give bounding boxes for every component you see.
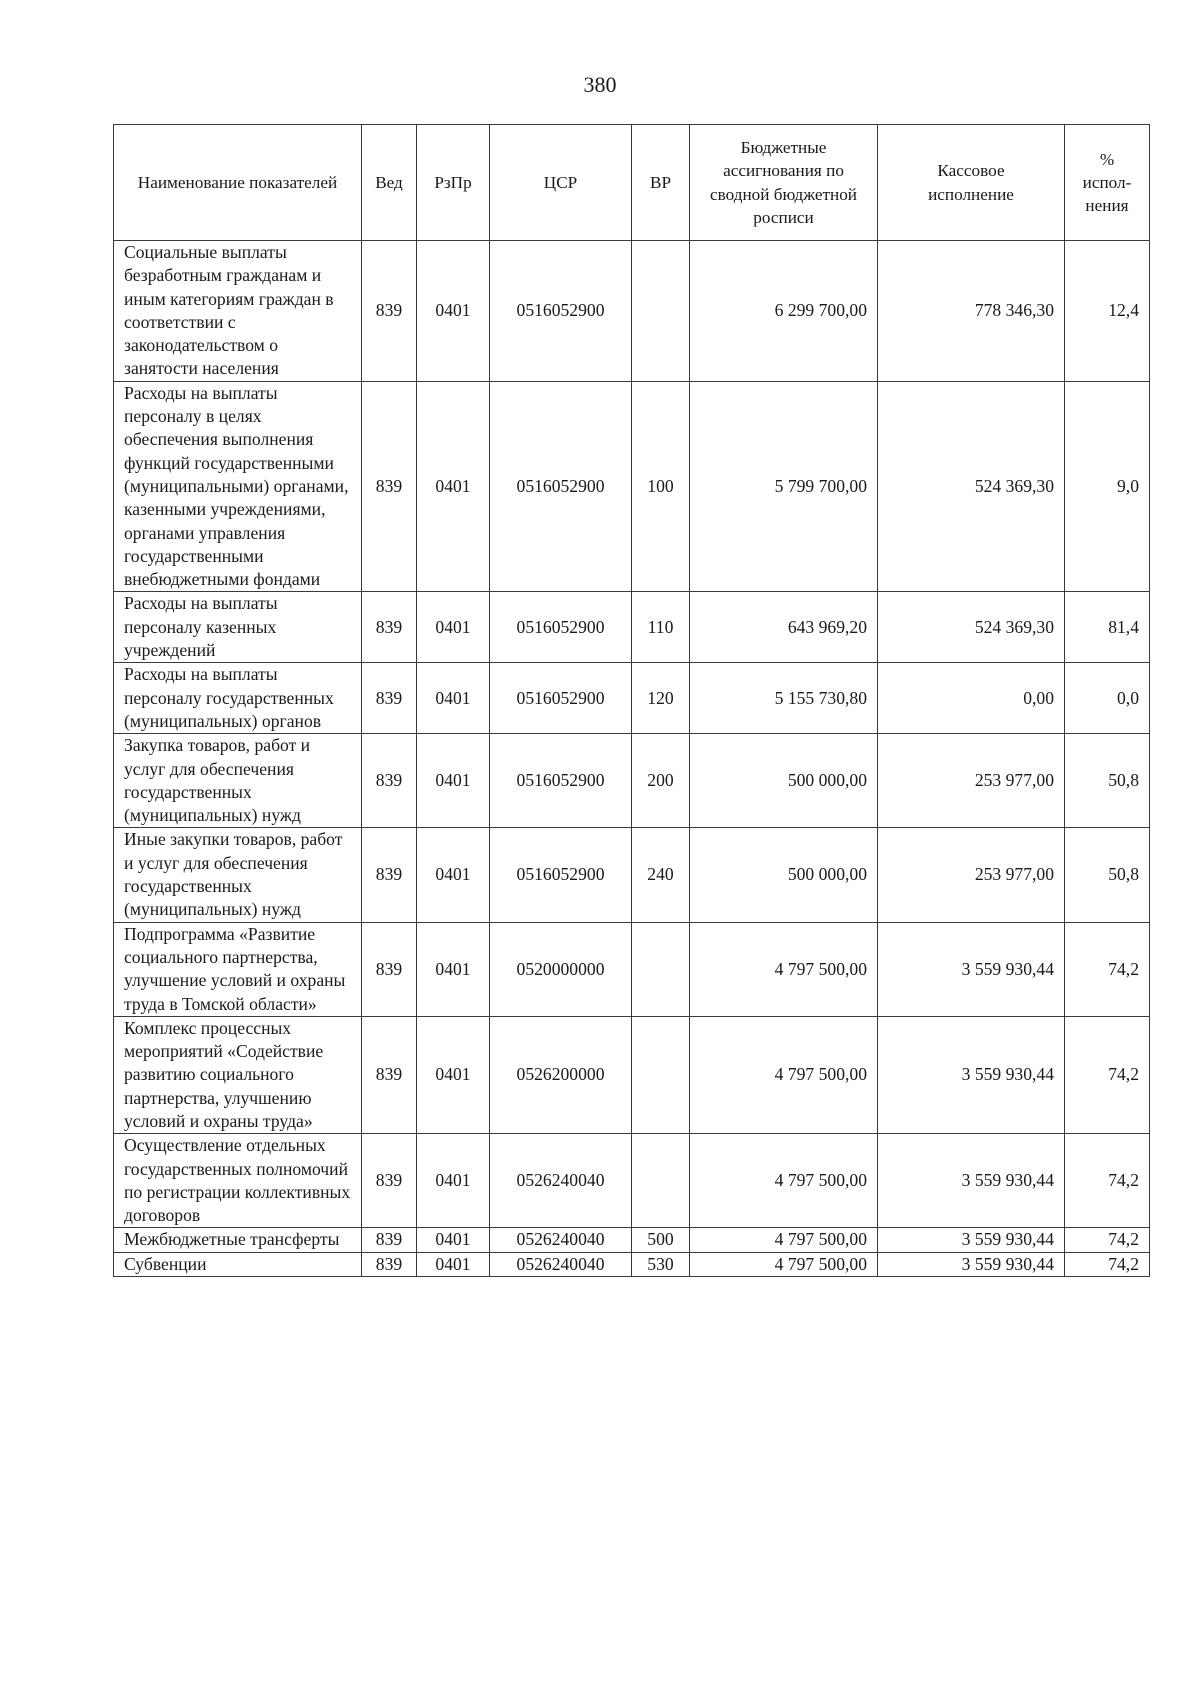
cell-csr: 0516052900: [490, 828, 632, 922]
cell-name: Субвенции: [114, 1252, 362, 1276]
cell-cash-execution: 3 559 930,44: [878, 1016, 1065, 1133]
cell-csr: 0526240040: [490, 1134, 632, 1228]
cell-cash-execution: 3 559 930,44: [878, 1228, 1065, 1252]
page-number: 380: [583, 72, 617, 97]
cell-ved: 839: [362, 1016, 417, 1133]
table-row: [114, 592, 1150, 663]
cell-assignments: 500 000,00: [690, 734, 878, 828]
cell-vr: 500: [632, 1228, 690, 1252]
cell-ved: 839: [362, 1252, 417, 1276]
cell-assignments: 5 155 730,80: [690, 663, 878, 734]
header-ved: Вед: [362, 125, 417, 241]
cell-assignments: 643 969,20: [690, 592, 878, 663]
cell-assignments: 4 797 500,00: [690, 1252, 878, 1276]
cell-name: Осуществление отдельных государственных полномочий по регистрации коллективных договоров: [114, 1134, 362, 1228]
cell-percent-execution: 74,2: [1065, 1252, 1150, 1276]
cell-name: Иные закупки товаров, работ и услуг для обеспечения государственных (муниципальных) нужд: [114, 828, 362, 922]
cell-assignments: 4 797 500,00: [690, 1134, 878, 1228]
cell-percent-execution: 50,8: [1065, 734, 1150, 828]
cell-percent-execution: 9,0: [1065, 381, 1150, 592]
header-assignments: Бюджетные ассигнования по сводной бюджетной росписи: [690, 125, 878, 241]
cell-rzpr: 0401: [417, 922, 490, 1016]
header-percent-execution: % испол-нения: [1065, 125, 1150, 241]
header-vr: ВР: [632, 125, 690, 241]
table-row: [114, 241, 1150, 382]
cell-rzpr: 0401: [417, 592, 490, 663]
cell-name: Расходы на выплаты персоналу государственных (муниципальных) органов: [114, 663, 362, 734]
cell-percent-execution: 50,8: [1065, 828, 1150, 922]
table-row: [114, 828, 1150, 922]
table-header-row: [114, 125, 1150, 241]
cell-cash-execution: 524 369,30: [878, 592, 1065, 663]
cell-name: Подпрограмма «Развитие социального партнерства, улучшение условий и охраны труда в Томской области»: [114, 922, 362, 1016]
cell-name: Закупка товаров, работ и услуг для обеспечения государственных (муниципальных) нужд: [114, 734, 362, 828]
cell-rzpr: 0401: [417, 381, 490, 592]
cell-rzpr: 0401: [417, 1228, 490, 1252]
cell-ved: 839: [362, 734, 417, 828]
cell-cash-execution: 3 559 930,44: [878, 1134, 1065, 1228]
cell-ved: 839: [362, 241, 417, 382]
cell-csr: 0516052900: [490, 241, 632, 382]
cell-assignments: 4 797 500,00: [690, 1016, 878, 1133]
table-body: [114, 241, 1150, 1277]
cell-rzpr: 0401: [417, 1134, 490, 1228]
cell-percent-execution: 12,4: [1065, 241, 1150, 382]
cell-percent-execution: 74,2: [1065, 1228, 1150, 1252]
table-row: [114, 734, 1150, 828]
cell-assignments: 500 000,00: [690, 828, 878, 922]
cell-percent-execution: 81,4: [1065, 592, 1150, 663]
cell-ved: 839: [362, 592, 417, 663]
cell-vr: [632, 241, 690, 382]
cell-cash-execution: 0,00: [878, 663, 1065, 734]
cell-rzpr: 0401: [417, 241, 490, 382]
header-rzpr: РзПр: [417, 125, 490, 241]
cell-name: Межбюджетные трансферты: [114, 1228, 362, 1252]
cell-vr: 110: [632, 592, 690, 663]
header-name: Наименование показателей: [114, 125, 362, 241]
table-row: [114, 381, 1150, 592]
table-row: [114, 663, 1150, 734]
table-row: [114, 1016, 1150, 1133]
table-row: [114, 1252, 1150, 1276]
cell-name: Расходы на выплаты персоналу в целях обеспечения выполнения функций государственными (муниципальными) органами, казенными учреждениями, органами управления государственными внебюджетными фондами: [114, 381, 362, 592]
cell-percent-execution: 74,2: [1065, 1134, 1150, 1228]
cell-csr: 0526240040: [490, 1228, 632, 1252]
budget-execution-table: [113, 124, 1150, 1277]
table-row: [114, 922, 1150, 1016]
cell-percent-execution: 74,2: [1065, 922, 1150, 1016]
header-cash-execution: Кассовое исполнение: [878, 125, 1065, 241]
cell-rzpr: 0401: [417, 1252, 490, 1276]
cell-ved: 839: [362, 1134, 417, 1228]
cell-csr: 0526200000: [490, 1016, 632, 1133]
cell-vr: [632, 1134, 690, 1228]
cell-name: Расходы на выплаты персоналу казенных учреждений: [114, 592, 362, 663]
cell-vr: 240: [632, 828, 690, 922]
cell-csr: 0516052900: [490, 734, 632, 828]
cell-ved: 839: [362, 922, 417, 1016]
cell-vr: 530: [632, 1252, 690, 1276]
cell-vr: 120: [632, 663, 690, 734]
cell-cash-execution: 3 559 930,44: [878, 1252, 1065, 1276]
cell-assignments: 6 299 700,00: [690, 241, 878, 382]
cell-ved: 839: [362, 663, 417, 734]
header-csr: ЦСР: [490, 125, 632, 241]
cell-cash-execution: 253 977,00: [878, 828, 1065, 922]
cell-assignments: 4 797 500,00: [690, 922, 878, 1016]
table-row: [114, 1228, 1150, 1252]
cell-percent-execution: 74,2: [1065, 1016, 1150, 1133]
cell-vr: 200: [632, 734, 690, 828]
cell-percent-execution: 0,0: [1065, 663, 1150, 734]
cell-name: Комплекс процессных мероприятий «Содействие развитию социального партнерства, улучшению условий и охраны труда»: [114, 1016, 362, 1133]
cell-cash-execution: 3 559 930,44: [878, 922, 1065, 1016]
cell-rzpr: 0401: [417, 734, 490, 828]
cell-name: Социальные выплаты безработным гражданам и иным категориям граждан в соответствии с законодательством о занятости населения: [114, 241, 362, 382]
table-row: [114, 1134, 1150, 1228]
cell-rzpr: 0401: [417, 663, 490, 734]
cell-vr: [632, 922, 690, 1016]
cell-cash-execution: 778 346,30: [878, 241, 1065, 382]
cell-vr: 100: [632, 381, 690, 592]
cell-assignments: 5 799 700,00: [690, 381, 878, 592]
cell-ved: 839: [362, 1228, 417, 1252]
cell-csr: 0526240040: [490, 1252, 632, 1276]
cell-cash-execution: 253 977,00: [878, 734, 1065, 828]
cell-rzpr: 0401: [417, 1016, 490, 1133]
cell-csr: 0516052900: [490, 381, 632, 592]
cell-csr: 0520000000: [490, 922, 632, 1016]
cell-csr: 0516052900: [490, 663, 632, 734]
cell-assignments: 4 797 500,00: [690, 1228, 878, 1252]
cell-rzpr: 0401: [417, 828, 490, 922]
cell-cash-execution: 524 369,30: [878, 381, 1065, 592]
cell-ved: 839: [362, 381, 417, 592]
cell-ved: 839: [362, 828, 417, 922]
cell-csr: 0516052900: [490, 592, 632, 663]
cell-vr: [632, 1016, 690, 1133]
